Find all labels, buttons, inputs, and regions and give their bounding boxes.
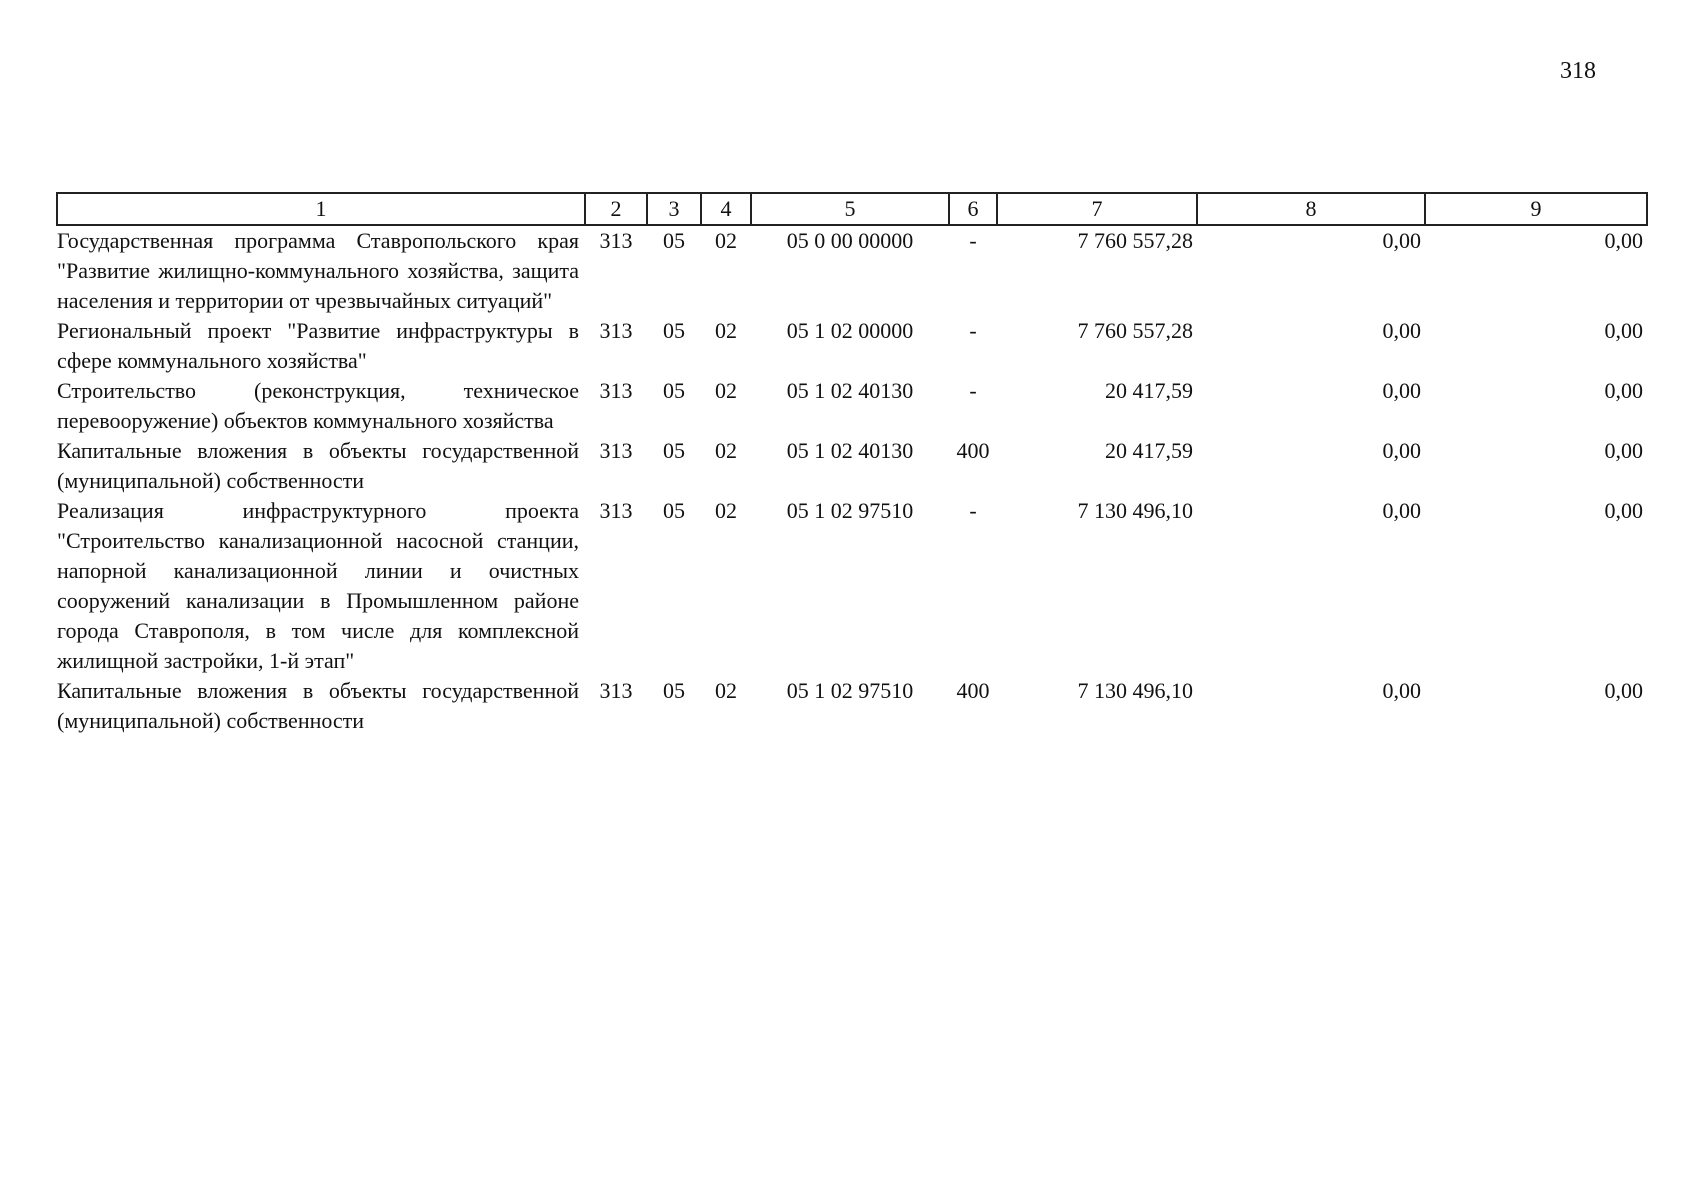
row-name: Капитальные вложения в объекты государственной (муниципальной) собственности [57, 438, 579, 493]
row-col9: 0,00 [1604, 498, 1643, 523]
row-col3: 05 [663, 438, 685, 463]
row-col7: 7 130 496,10 [1077, 678, 1193, 703]
header-col-4: 4 [701, 193, 751, 225]
row-col8: 0,00 [1382, 378, 1421, 403]
row-col2: 313 [599, 438, 633, 463]
row-col9: 0,00 [1604, 438, 1643, 463]
row-col6: - [969, 318, 977, 343]
row-col5: 05 1 02 97510 [786, 498, 914, 523]
row-col3: 05 [663, 678, 685, 703]
row-col4: 02 [715, 318, 737, 343]
row-col2: 313 [599, 228, 633, 253]
row-col2: 313 [599, 678, 633, 703]
table-header [57, 193, 1647, 225]
row-col9: 0,00 [1604, 318, 1643, 343]
row-name: Государственная программа Ставропольского края "Развитие жилищно-коммунального хозяйства, защита населения и территории от чрезвычайных ситуаций" [57, 228, 579, 313]
header-col-1: 1 [57, 193, 585, 225]
row-col8: 0,00 [1382, 678, 1421, 703]
header-col-6: 6 [949, 193, 997, 225]
header-col-7: 7 [997, 193, 1197, 225]
row-col9: 0,00 [1604, 228, 1643, 253]
row-col2: 313 [599, 318, 633, 343]
row-col8: 0,00 [1382, 498, 1421, 523]
row-col5: 05 0 00 00000 [786, 228, 914, 253]
table-row [57, 436, 1647, 496]
row-col3: 05 [663, 378, 685, 403]
table-row [57, 676, 1647, 736]
header-col-9: 9 [1425, 193, 1647, 225]
table-body [57, 225, 1647, 736]
row-col8: 0,00 [1382, 318, 1421, 343]
row-col9: 0,00 [1604, 678, 1643, 703]
row-col5: 05 1 02 97510 [786, 678, 914, 703]
row-col7: 7 760 557,28 [1077, 228, 1193, 253]
header-col-8: 8 [1197, 193, 1425, 225]
header-col-2: 2 [585, 193, 647, 225]
header-col-3: 3 [647, 193, 701, 225]
row-col6: - [969, 228, 977, 253]
row-col6: - [969, 378, 977, 403]
row-col9: 0,00 [1604, 378, 1643, 403]
table-row [57, 316, 1647, 376]
row-col3: 05 [663, 498, 685, 523]
header-col-5: 5 [751, 193, 949, 225]
table-row [57, 225, 1647, 316]
row-col6: 400 [956, 678, 990, 703]
row-col5: 05 1 02 40130 [786, 438, 914, 463]
row-name: Региональный проект "Развитие инфраструктуры в сфере коммунального хозяйства" [57, 318, 579, 373]
row-col7: 7 760 557,28 [1077, 318, 1193, 343]
row-col8: 0,00 [1382, 228, 1421, 253]
row-col4: 02 [715, 378, 737, 403]
row-col6: - [969, 498, 977, 523]
row-col4: 02 [715, 228, 737, 253]
row-col7: 7 130 496,10 [1077, 498, 1193, 523]
header-row [57, 193, 1647, 225]
row-col7: 20 417,59 [1105, 438, 1193, 463]
row-col5: 05 1 02 40130 [786, 378, 914, 403]
row-col5: 05 1 02 00000 [786, 318, 914, 343]
row-col3: 05 [663, 318, 685, 343]
table-row [57, 496, 1647, 676]
row-col3: 05 [663, 228, 685, 253]
row-col6: 400 [956, 438, 990, 463]
row-col4: 02 [715, 498, 737, 523]
row-col2: 313 [599, 498, 633, 523]
row-col7: 20 417,59 [1105, 378, 1193, 403]
table-row [57, 376, 1647, 436]
row-col2: 313 [599, 378, 633, 403]
row-col4: 02 [715, 438, 737, 463]
budget-table [56, 192, 1648, 736]
row-name: Капитальные вложения в объекты государственной (муниципальной) собственности [57, 678, 579, 733]
row-name: Строительство (реконструкция, техническое перевооружение) объектов коммунального хозяйства [57, 378, 579, 433]
row-col4: 02 [715, 678, 737, 703]
row-name: Реализация инфраструктурного проекта "Строительство канализационной насосной станции, напорной канализационной линии и очистных сооружений канализации в Промышленном районе города Ставрополя, в том числе для комплексной жилищной застройки, 1-й этап" [57, 498, 579, 673]
page-number: 318 [1560, 58, 1596, 84]
row-col8: 0,00 [1382, 438, 1421, 463]
